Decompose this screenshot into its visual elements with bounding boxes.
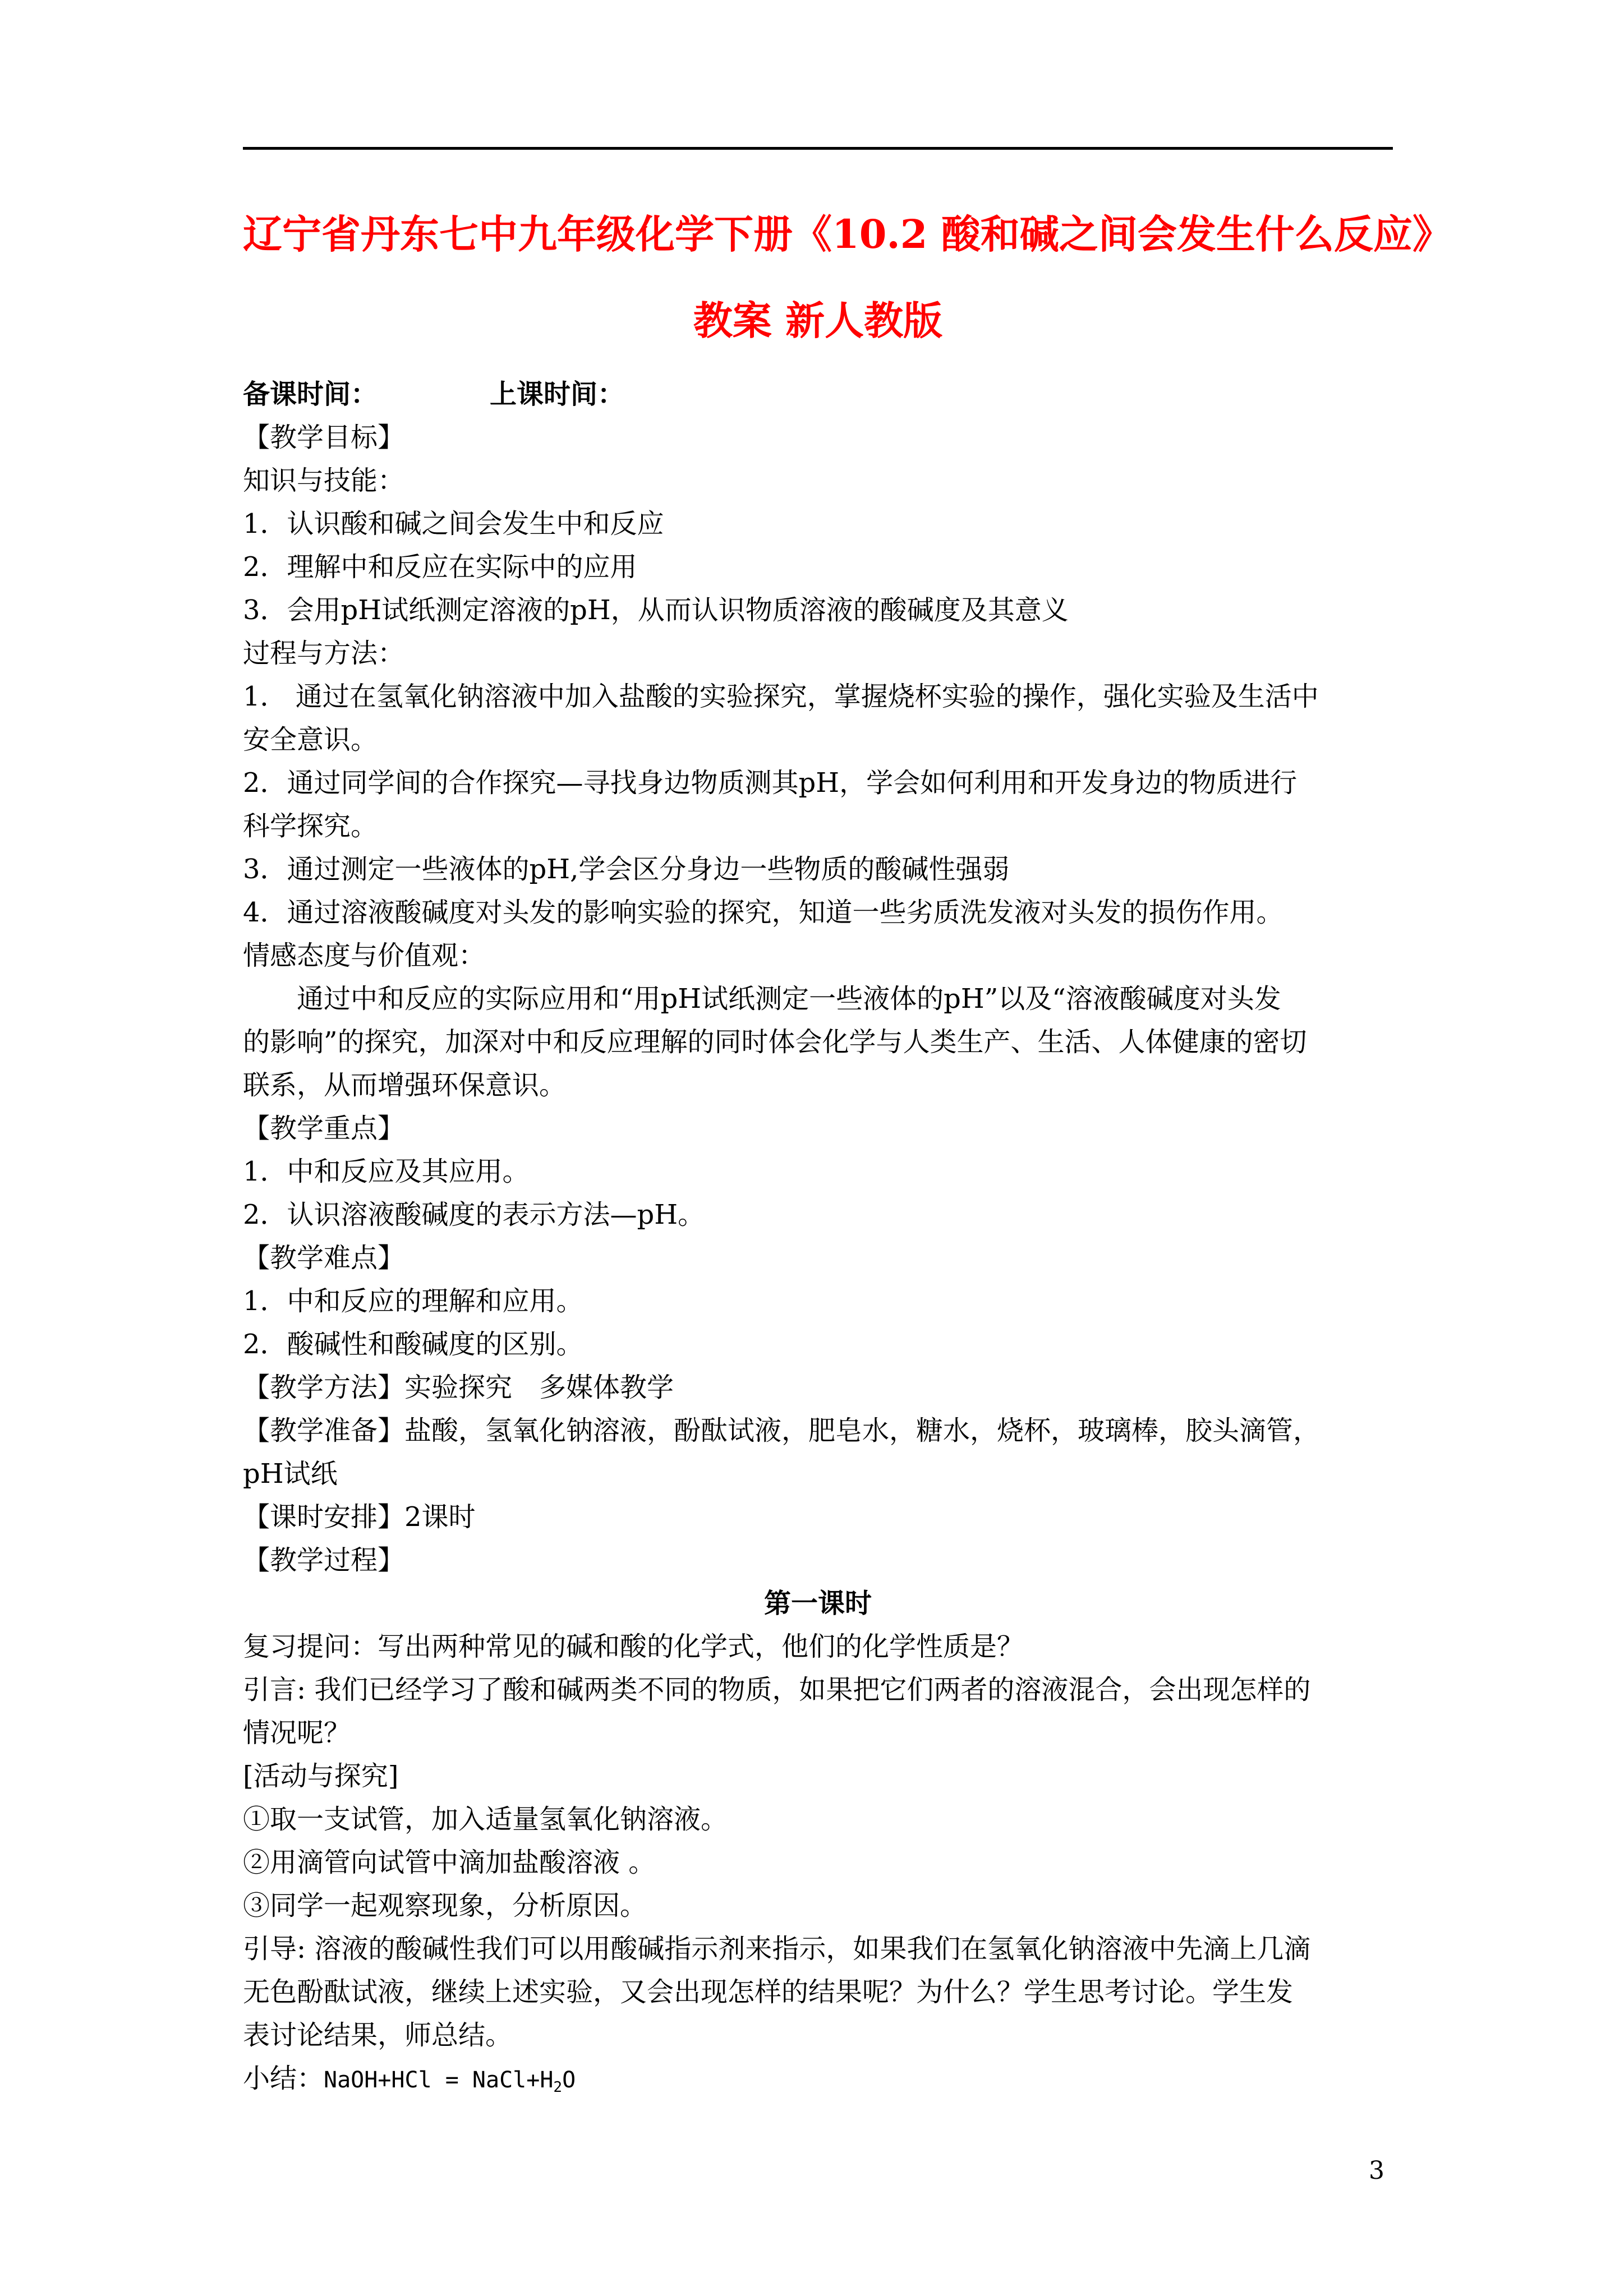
body-line: 2．理解中和反应在实际中的应用 <box>243 551 637 583</box>
body-line: 1． 通过在氢氧化钠溶液中加入盐酸的实验探究，掌握烧杯实验的操作，强化实验及生活中 <box>243 681 1319 712</box>
body-line: 无色酚酞试液，继续上述实验，又会出现怎样的结果呢？为什么？学生思考讨论。学生发 <box>243 1976 1294 2008</box>
body-line: 【教学准备】盐酸，氢氧化钠溶液，酚酞试液，肥皂水，糖水，烧杯，玻璃棒，胶头滴管， <box>243 1415 1321 1446</box>
body-line: 2．酸碱性和酸碱度的区别。 <box>243 1329 583 1360</box>
equation-lhs: NaOH+HCl <box>324 2067 432 2093</box>
body-line: 通过中和反应的实际应用和“用pH试纸测定一些液体的pH”以及“溶液酸碱度对头发 <box>297 983 1281 1015</box>
section-heading: 【教学难点】 <box>243 1242 405 1274</box>
document-title-line-1: 辽宁省丹东七中九年级化学下册《10.2 酸和碱之间会发生什么反应》 <box>243 211 1452 257</box>
document-body <box>243 373 1393 2100</box>
body-line: 3．通过测定一些液体的pH,学会区分身边一些物质的酸碱性强弱 <box>243 854 1010 885</box>
body-line: ③同学一起观察现象，分析原因。 <box>243 1890 647 1921</box>
body-line: 安全意识。 <box>243 724 378 755</box>
subsection-heading: 知识与技能： <box>243 465 405 496</box>
section-heading: 【教学过程】 <box>243 1545 405 1576</box>
body-line: [活动与探究] <box>243 1760 399 1792</box>
summary-label: 小结： <box>243 2063 324 2094</box>
document-title-line-2: 教案 新人教版 <box>693 297 943 344</box>
body-line: 复习提问：写出两种常见的碱和酸的化学式，他们的化学性质是？ <box>243 1631 1024 1662</box>
equation-equals: = <box>431 2067 472 2093</box>
body-line: 1．中和反应的理解和应用。 <box>243 1285 583 1317</box>
body-line: 联系，从而增强环保意识。 <box>243 1069 567 1101</box>
equation-subscript: 2 <box>553 2079 563 2096</box>
meta-line <box>243 373 1393 416</box>
body-line: 1．认识酸和碱之间会发生中和反应 <box>243 508 664 540</box>
section-heading: 【教学重点】 <box>243 1113 405 1144</box>
section-heading: 【教学目标】 <box>243 422 405 453</box>
equation-rhs: NaCl+H <box>472 2067 554 2093</box>
lesson-heading: 第一课时 <box>763 1588 872 1619</box>
body-line: 2．认识溶液酸碱度的表示方法—pH。 <box>243 1199 705 1230</box>
body-line: 1．中和反应及其应用。 <box>243 1156 530 1187</box>
body-line: 表讨论结果，师总结。 <box>243 2020 513 2051</box>
body-line: 2．通过同学间的合作探究—寻找身边物质测其pH，学会如何利用和开发身边的物质进行 <box>243 767 1298 799</box>
body-line: 4．通过溶液酸碱度对头发的影响实验的探究，知道一些劣质洗发液对头发的损伤作用。 <box>243 897 1283 928</box>
body-line: pH试纸 <box>243 1458 338 1490</box>
body-line: 情况呢？ <box>243 1717 351 1749</box>
header-rule <box>243 147 1393 150</box>
equation-rhs-end: O <box>562 2067 576 2093</box>
body-line: 的影响”的探究，加深对中和反应理解的同时体会化学与人类生产、生活、人体健康的密切 <box>243 1026 1307 1058</box>
page-number: 3 <box>1369 2156 1384 2185</box>
body-line: ①取一支试管，加入适量氢氧化钠溶液。 <box>243 1804 728 1835</box>
class-time-label: 上课时间： <box>490 379 625 410</box>
body-line: 引言: 我们已经学习了酸和碱两类不同的物质，如果把它们两者的溶液混合，会出现怎样的 <box>243 1674 1311 1705</box>
body-line: 【教学方法】实验探究 多媒体教学 <box>243 1372 674 1403</box>
body-line: 科学探究。 <box>243 810 378 842</box>
body-line: ②用滴管向试管中滴加盐酸溶液 。 <box>243 1847 656 1878</box>
prep-time-label: 备课时间： <box>243 379 378 410</box>
body-line: 【课时安排】2课时 <box>243 1501 476 1533</box>
body-line: 3．会用pH试纸测定溶液的pH，从而认识物质溶液的酸碱度及其意义 <box>243 594 1069 626</box>
subsection-heading: 过程与方法： <box>243 638 405 669</box>
body-line: 引导: 溶液的酸碱性我们可以用酸碱指示剂来指示，如果我们在氢氧化钠溶液中先滴上几滴 <box>243 1933 1311 1965</box>
subsection-heading: 情感态度与价值观： <box>243 940 486 971</box>
summary-line <box>243 2057 1393 2100</box>
